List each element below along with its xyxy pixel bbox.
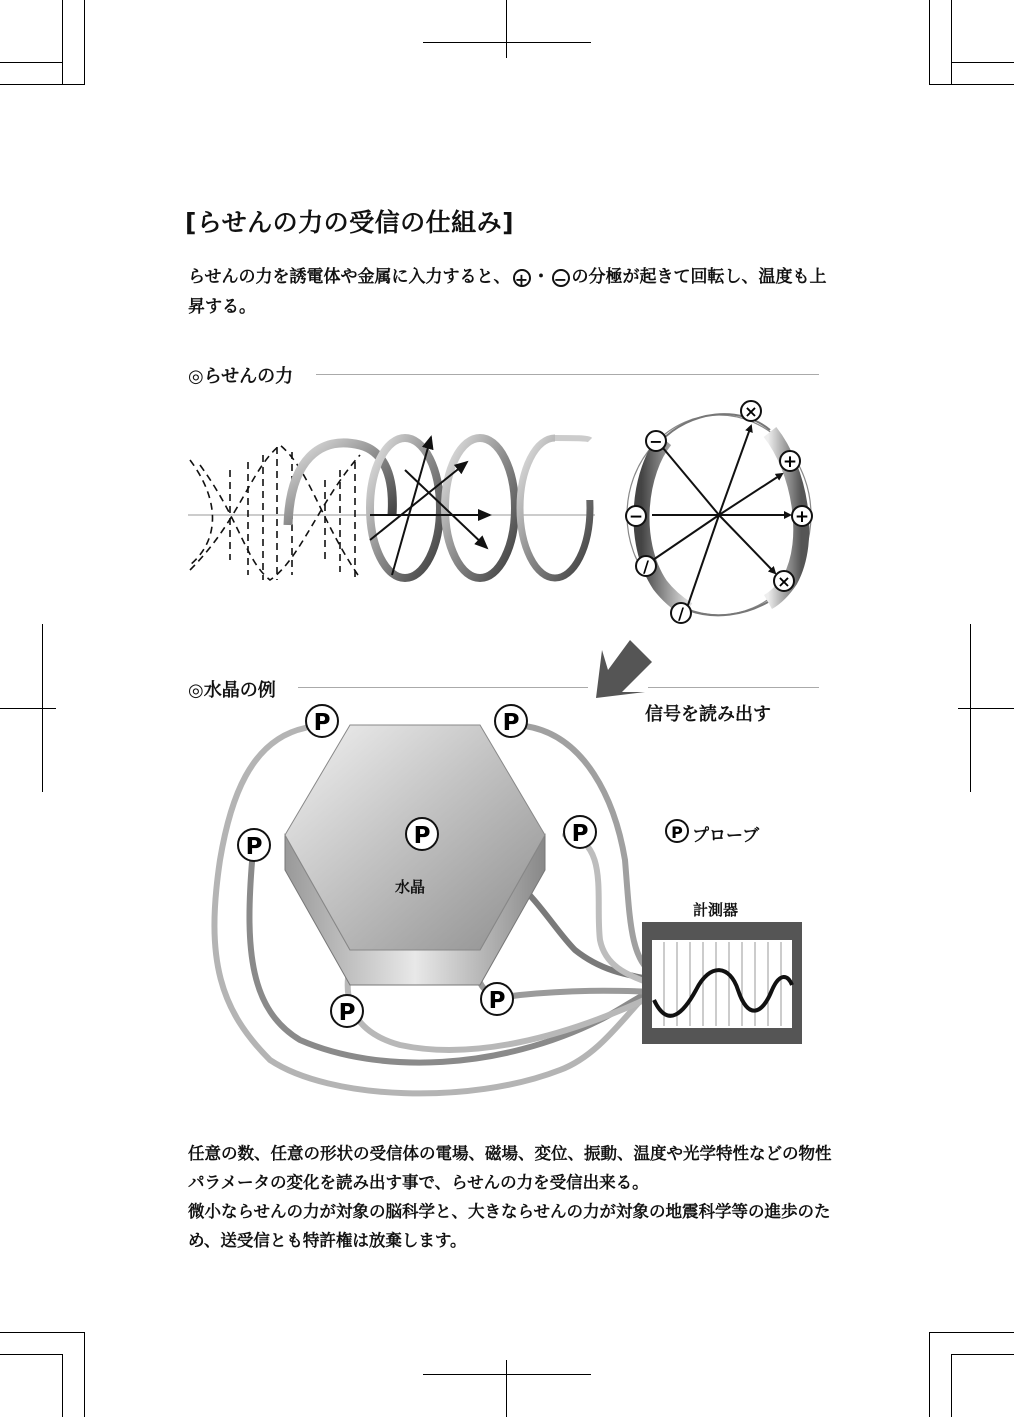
- dashed-helix: [190, 445, 360, 580]
- read-signal-arrow-icon: [596, 640, 652, 698]
- section-divider: [298, 687, 588, 688]
- crystal-label: 水晶: [395, 878, 426, 896]
- cross-marker: ×: [744, 402, 758, 421]
- section-heading-spiral: ◎らせんの力: [188, 366, 294, 387]
- probe-icon: P: [245, 834, 263, 860]
- plus-marker: +: [794, 507, 810, 527]
- probe-icon: P: [488, 988, 506, 1014]
- probe-icon: P: [338, 1000, 356, 1026]
- section-heading-crystal: ◎水晶の例: [188, 680, 276, 701]
- minus-circle-icon: −: [552, 269, 570, 287]
- minus-marker: −: [628, 507, 644, 527]
- meter-label: 計測器: [693, 901, 739, 919]
- ribbon-helix: [288, 430, 600, 578]
- crystal-hexagon: [285, 725, 545, 985]
- intro-part2: の分極が起きて回転し、温度も上昇する。: [188, 267, 827, 317]
- probe-legend-label: プローブ: [692, 826, 760, 846]
- body-text: [188, 1139, 838, 1255]
- slash-marker: /: [678, 604, 684, 623]
- page-title: [らせんの力の受信の仕組み]: [185, 208, 515, 237]
- spiral-diagram: [188, 430, 600, 580]
- plus-circle-icon: +: [513, 269, 531, 287]
- probe-legend-icon: P: [671, 823, 683, 842]
- intro-dot: ・: [532, 267, 550, 287]
- probe-icon: P: [502, 710, 520, 736]
- body-paragraph-2: 微小ならせんの力が対象の脳科学と、大きならせんの力が対象の地震科学等の進歩のため、送受信とも特許権は放棄します。: [188, 1202, 831, 1250]
- plus-marker: +: [782, 452, 798, 472]
- body-paragraph-1: 任意の数、任意の形状の受信体の電場、磁場、変位、振動、温度や光学特性などの物性パラメータの変化を読み出す事で、らせんの力を受信出来る。: [188, 1144, 832, 1192]
- probe-icon: P: [571, 821, 589, 847]
- slash-marker: /: [643, 557, 649, 576]
- section-divider: [648, 687, 819, 688]
- cross-marker: ×: [777, 572, 791, 591]
- polarity-ring-diagram: [626, 401, 812, 623]
- probe-icon: P: [313, 710, 331, 736]
- read-signal-label: 信号を読み出す: [645, 704, 771, 725]
- measuring-instrument: [642, 922, 802, 1044]
- probe-icon: P: [413, 823, 431, 849]
- intro-part1: らせんの力を誘電体や金属に入力すると、: [188, 267, 511, 287]
- minus-marker: −: [649, 432, 663, 451]
